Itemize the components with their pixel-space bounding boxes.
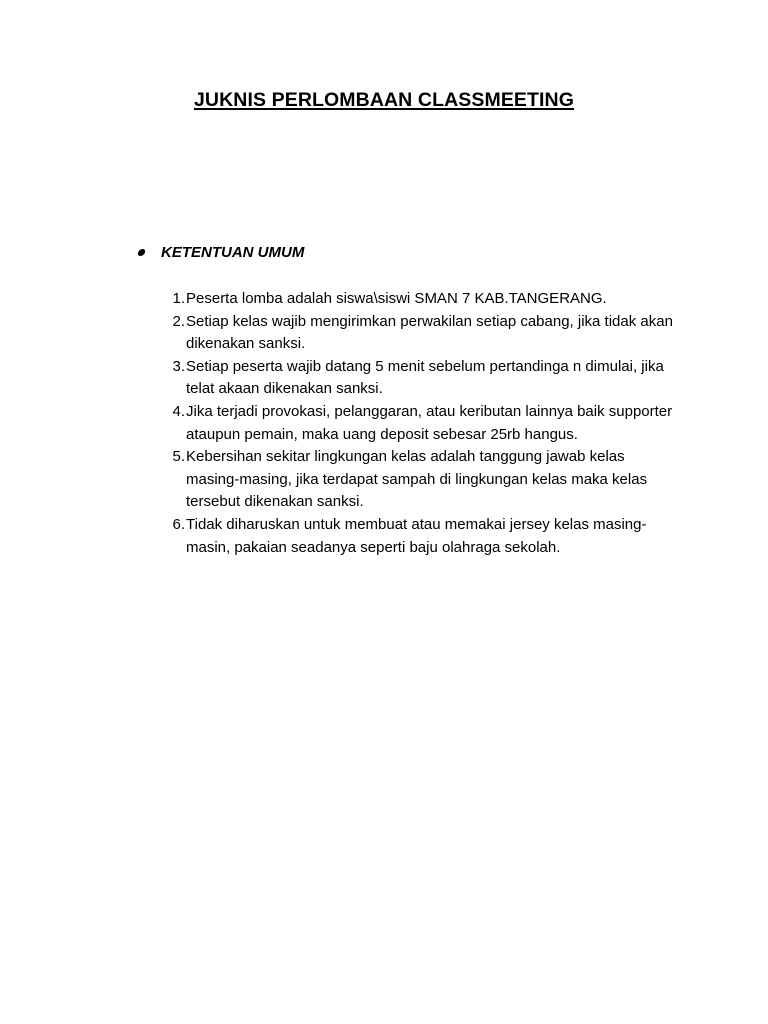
list-item-number: 5. [172,448,185,466]
list-item [160,311,680,356]
list-item-text: Tidak diharuskan untuk membuat atau memakai jersey kelas masing-masin, pakaian seadanya seperti baju olahraga sekolah. [186,515,647,556]
list-item [160,356,680,401]
rules-list [160,288,680,559]
list-item-number: 1. [172,290,185,307]
list-item-text: Setiap kelas wajib mengirimkan perwakilan setiap cabang, jika tidak akan dikenakan sanksi. [186,312,673,353]
list-item [160,514,680,559]
list-item-number: 6. [172,515,185,533]
list-item [160,446,680,514]
page-title: JUKNIS PERLOMBAAN CLASSMEETING [193,89,575,111]
list-item-text: Setiap peserta wajib datang 5 menit sebelum pertandinga n dimulai, jika telat akaan dikenakan sanksi. [186,357,664,398]
section-heading: KETENTUAN UMUM [161,244,305,261]
list-item-number: 4. [172,402,185,420]
list-item-text: Jika terjadi provokasi, pelanggaran, atau keributan lainnya baik supporter ataupun pemain, maka uang deposit sebesar 25rb hangus. [186,402,673,443]
list-item [160,401,680,446]
bullet-dot-icon [137,249,146,256]
list-item [160,288,680,311]
list-item-text: Peserta lomba adalah siswa\siswi SMAN 7 KAB.TANGERANG. [186,290,607,307]
list-item-number: 2. [172,312,185,330]
list-item-number: 3. [172,357,185,375]
section-header [138,244,304,261]
list-item-text: Kebersihan sekitar lingkungan kelas adalah tanggung jawab kelas masing-masing, jika terdapat sampah di lingkungan kelas maka kelas tersebut dikenakan sanksi. [186,448,648,511]
